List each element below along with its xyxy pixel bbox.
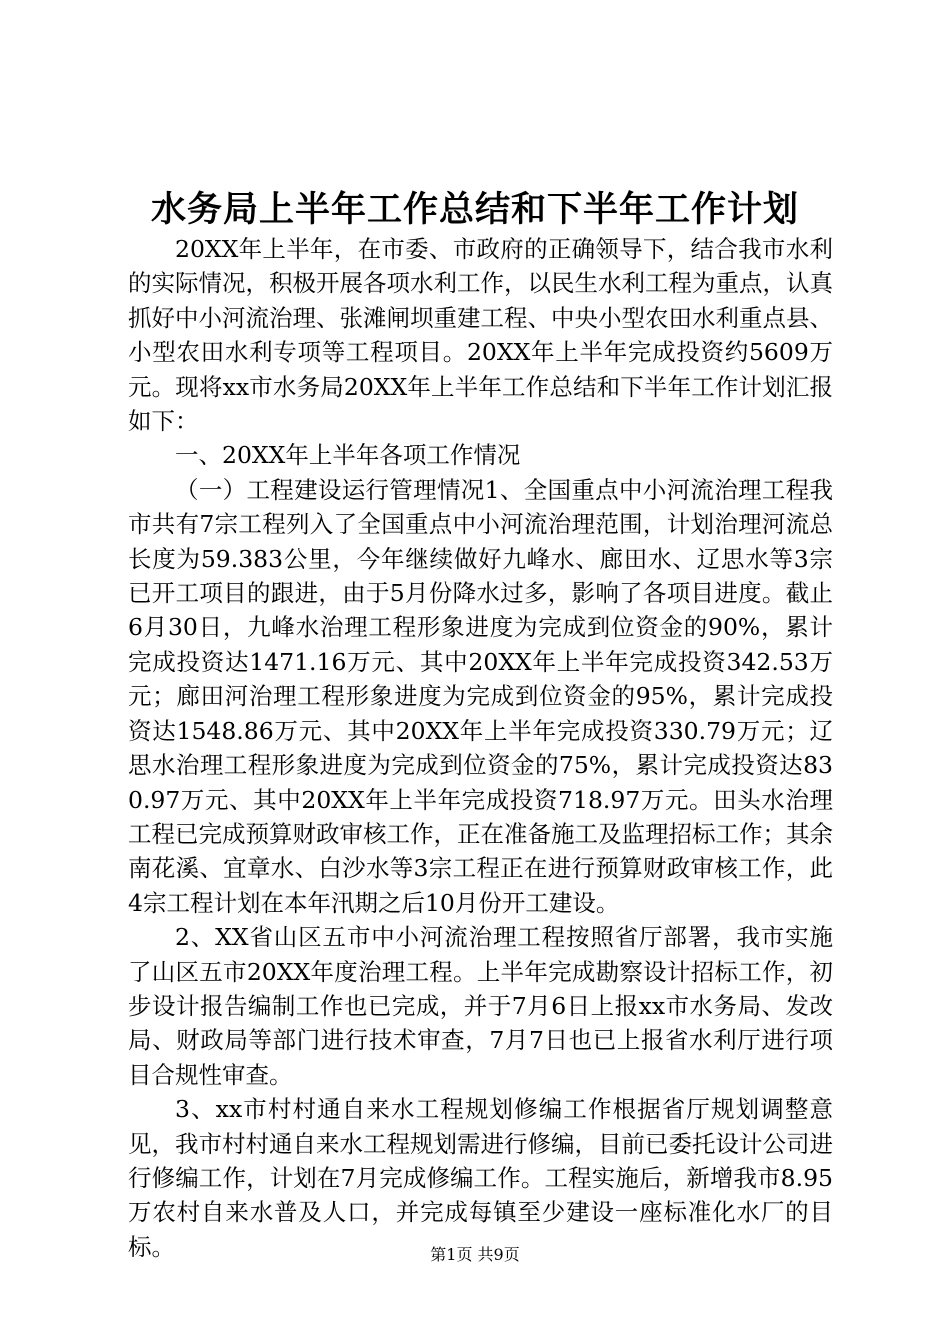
document-body [128,232,833,1264]
project-paragraph-2: 2、XX省山区五市中小河流治理工程按照省厅部署，我市实施了山区五市20XX年度治理工程。上半年完成勘察设计招标工作，初步设计报告编制工作也已完成，并于7月6日上报xx市水务局、发改局、财政局等部门进行技术审查，7月7日也已上报省水利厅进行项目合规性审查。 [128,923,833,1089]
project-paragraph-1: （一）工程建设运行管理情况1、全国重点中小河流治理工程我市共有7宗工程列入了全国重点中小河流治理范围，计划治理河流总长度为59.383公里，今年继续做好九峰水、廊田水、辽思水等3宗已开工项目的跟进，由于5月份降水过多，影响了各项目进度。截止6月30日，九峰水治理工程形象进度为完成到位资金的90%，累计完成投资达1471.16万元、其中20XX年上半年完成投资342.53万元；廊田河治理工程形象进度为完成到位资金的95%，累计完成投资达1548.86万元、其中20XX年上半年完成投资330.79万元；辽思水治理工程形象进度为完成到位资金的75%，累计完成投资达830.97万元、其中20XX年上半年完成投资718.97万元。田头水治理工程已完成预算财政审核工作，正在准备施工及监理招标工作；其余南花溪、宜章水、白沙水等3宗工程正在进行预算财政审核工作，此4宗工程计划在本年汛期之后10月份开工建设。 [128,475,833,917]
intro-paragraph: 20XX年上半年，在市委、市政府的正确领导下，结合我市水利的实际情况，积极开展各项水利工作，以民生水利工程为重点，认真抓好中小河流治理、张滩闸坝重建工程、中央小型农田水利重点县、小型农田水利专项等工程项目。20XX年上半年完成投资约5609万元。现将xx市水务局20XX年上半年工作总结和下半年工作计划汇报如下： [128,235,833,436]
page-footer: 第1页 共9页 [430,1245,520,1264]
document-title: 水务局上半年工作总结和下半年工作计划 [150,189,799,230]
section-heading: 一、20XX年上半年各项工作情况 [175,441,521,470]
project-paragraph-3: 3、xx市村村通自来水工程规划修编工作根据省厅规划调整意见，我市村村通自来水工程规划需进行修编，目前已委托设计公司进行修编工作，计划在7月完成修编工作。工程实施后，新增我市8.95万农村自来水普及人口，并完成每镇至少建设一座标准化水厂的目标。 [128,1095,833,1261]
